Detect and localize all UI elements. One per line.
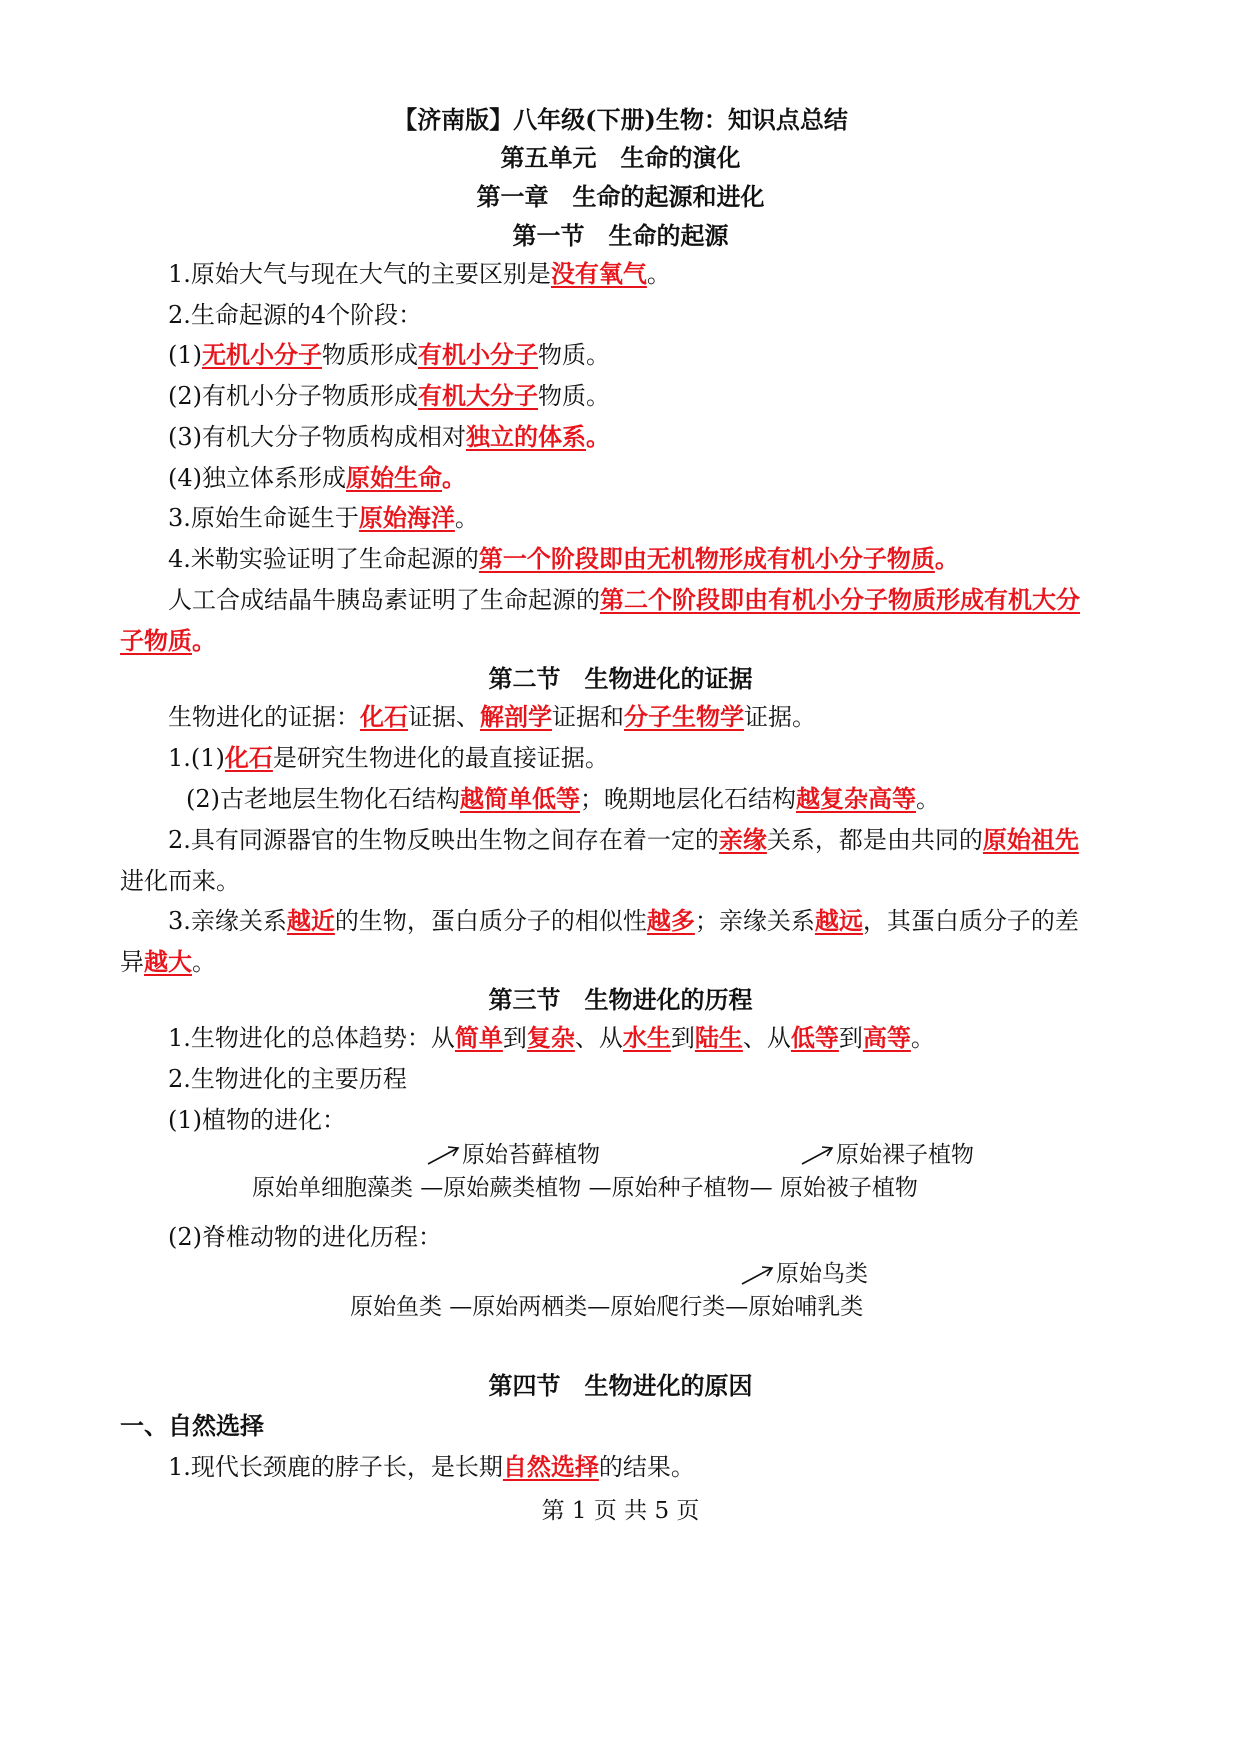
answer: 高等 bbox=[862, 1023, 911, 1052]
s1-line-3 bbox=[168, 338, 610, 372]
answer: 分子生物学 bbox=[624, 702, 744, 731]
answer: 复杂 bbox=[526, 1023, 575, 1052]
text: (4)独立体系形成 bbox=[168, 464, 346, 492]
text: 证据。 bbox=[744, 703, 816, 731]
arrow-icon bbox=[426, 1142, 462, 1168]
arrow-icon bbox=[740, 1262, 776, 1288]
s2-line-1 bbox=[168, 700, 816, 734]
answer: 越多 bbox=[646, 906, 695, 935]
plant-moss: 原始苔藓植物 bbox=[462, 1142, 600, 1168]
text: 。 bbox=[454, 504, 479, 532]
text: 是研究生物进化的最直接证据。 bbox=[272, 744, 609, 772]
text: 物质。 bbox=[538, 382, 610, 410]
s3-line-4: (2)脊椎动物的进化历程： bbox=[168, 1223, 442, 1251]
s1-line-1 bbox=[168, 257, 671, 291]
text: 到 bbox=[670, 1024, 695, 1052]
text: 人工合成结晶牛胰岛素证明了生命起源的 bbox=[168, 586, 600, 614]
arrow-icon bbox=[800, 1142, 836, 1168]
s2-line-4 bbox=[168, 823, 1079, 857]
s3-line-1 bbox=[168, 1021, 935, 1055]
section-4-heading: 第四节 生物进化的原因 bbox=[488, 1371, 753, 1400]
text: 1.现代长颈鹿的脖子长，是长期 bbox=[168, 1453, 503, 1481]
s2-line-7 bbox=[120, 945, 216, 979]
text: 3.亲缘关系 bbox=[168, 907, 287, 935]
text: 1.原始大气与现在大气的主要区别是 bbox=[168, 260, 551, 288]
chapter-heading: 第一章 生命的起源和进化 bbox=[476, 182, 765, 211]
s3-line-3: (1)植物的进化： bbox=[168, 1106, 346, 1134]
text: ，其蛋白质分子的差 bbox=[862, 907, 1079, 935]
text: 异 bbox=[120, 948, 144, 976]
answer: 独立的体系 bbox=[466, 422, 586, 451]
s1-line-4 bbox=[168, 379, 610, 413]
answer: 自然选择 bbox=[502, 1452, 599, 1481]
answer: 原始祖先 bbox=[982, 825, 1079, 854]
answer: 第一个阶段即由无机物形成有机小分子物质 bbox=[478, 544, 935, 573]
text: 1.(1) bbox=[168, 744, 225, 772]
text: 物质形成 bbox=[322, 341, 418, 369]
s1-line-9 bbox=[168, 583, 1080, 617]
text: ；亲缘关系 bbox=[694, 907, 815, 935]
s2-line-5: 进化而来。 bbox=[120, 867, 240, 895]
s2-line-6 bbox=[168, 904, 1079, 938]
text: 3.原始生命诞生于 bbox=[168, 504, 359, 532]
s1-line-7 bbox=[168, 501, 479, 535]
text: 的生物，蛋白质分子的相似性 bbox=[334, 907, 647, 935]
page-footer: 第 1 页 共 5 页 bbox=[541, 1498, 700, 1524]
section-2-heading: 第二节 生物进化的证据 bbox=[488, 664, 753, 693]
answer: 低等 bbox=[790, 1023, 839, 1052]
answer: 化石 bbox=[224, 743, 273, 772]
answer: 没有氧气 bbox=[550, 259, 647, 288]
answer: 有机小分子 bbox=[418, 340, 538, 369]
section-3-heading: 第三节 生物进化的历程 bbox=[488, 985, 753, 1014]
s2-line-2 bbox=[168, 741, 609, 775]
plant-gymnosperm: 原始裸子植物 bbox=[836, 1142, 974, 1168]
text: 到 bbox=[838, 1024, 863, 1052]
text: 1.生物进化的总体趋势：从 bbox=[168, 1024, 455, 1052]
s1-line-5: (3)有机大分子物质构成相对独立的体系。 bbox=[168, 422, 610, 451]
text: 。 bbox=[916, 785, 940, 813]
answer: 越复杂高等 bbox=[796, 784, 916, 813]
text: 4.米勒实验证明了生命起源的 bbox=[168, 545, 479, 573]
answer: 简单 bbox=[454, 1023, 503, 1052]
answer: 越大 bbox=[144, 947, 192, 976]
s1-line-8: 4.米勒实验证明了生命起源的第一个阶段即由无机物形成有机小分子物质。 bbox=[168, 544, 959, 573]
s3-line-2: 2.生物进化的主要历程 bbox=[168, 1065, 407, 1093]
answer: 子物质 bbox=[120, 626, 192, 655]
answer: 有机大分子 bbox=[418, 381, 538, 410]
text: 证据和 bbox=[552, 703, 624, 731]
text: 物质。 bbox=[538, 341, 610, 369]
section-1-heading: 第一节 生命的起源 bbox=[512, 221, 729, 250]
text: 生物进化的证据： bbox=[168, 703, 360, 731]
text: 、从 bbox=[574, 1024, 623, 1052]
document-title: 【济南版】八年级(下册)生物：知识点总结 bbox=[393, 105, 848, 134]
text: 证据、 bbox=[408, 703, 480, 731]
s1-line-6: (4)独立体系形成原始生命。 bbox=[168, 463, 466, 492]
text: 关系，都是由共同的 bbox=[766, 826, 983, 854]
text: 2.具有同源器官的生物反映出生物之间存在着一定的 bbox=[168, 826, 719, 854]
text: (2)古老地层生物化石结构 bbox=[186, 785, 460, 813]
answer: 越远 bbox=[814, 906, 863, 935]
text: 。 bbox=[192, 948, 216, 976]
answer: 陆生 bbox=[694, 1023, 743, 1052]
text: 。 bbox=[646, 260, 671, 288]
answer: 化石 bbox=[360, 702, 408, 731]
answer: 越近 bbox=[286, 906, 335, 935]
subsection-heading: 一、自然选择 bbox=[120, 1411, 264, 1440]
answer: 无机小分子 bbox=[202, 340, 322, 369]
s2-line-3 bbox=[186, 782, 940, 816]
answer: 第二个阶段即由有机小分子物质形成有机大分 bbox=[600, 585, 1080, 614]
animal-evolution-row: 原始鱼类 —原始两栖类—原始爬行类—原始哺乳类 bbox=[350, 1294, 864, 1320]
s4-line-1 bbox=[168, 1450, 695, 1484]
answer: 原始海洋 bbox=[358, 503, 455, 532]
s1-line-10: 子物质。 bbox=[120, 626, 216, 655]
answer: 解剖学 bbox=[480, 702, 552, 731]
text: (2)有机小分子物质形成 bbox=[168, 382, 418, 410]
unit-heading: 第五单元 生命的演化 bbox=[500, 143, 741, 172]
text: (1) bbox=[168, 341, 202, 369]
text: 到 bbox=[502, 1024, 527, 1052]
plant-evolution-row: 原始单细胞藻类 —原始蕨类植物 —原始种子植物— 原始被子植物 bbox=[252, 1175, 918, 1201]
answer: 越简单低等 bbox=[460, 784, 580, 813]
s1-line-2: 2.生命起源的4个阶段： bbox=[168, 301, 423, 329]
answer: 亲缘 bbox=[718, 825, 767, 854]
animal-bird: 原始鸟类 bbox=[776, 1261, 868, 1287]
text: 。 bbox=[910, 1024, 935, 1052]
text: (3)有机大分子物质构成相对 bbox=[168, 423, 466, 451]
answer: 水生 bbox=[622, 1023, 671, 1052]
text: ；晚期地层化石结构 bbox=[580, 785, 796, 813]
answer: 原始生命 bbox=[346, 463, 442, 492]
text: 的结果。 bbox=[598, 1453, 695, 1481]
text: 、从 bbox=[742, 1024, 791, 1052]
